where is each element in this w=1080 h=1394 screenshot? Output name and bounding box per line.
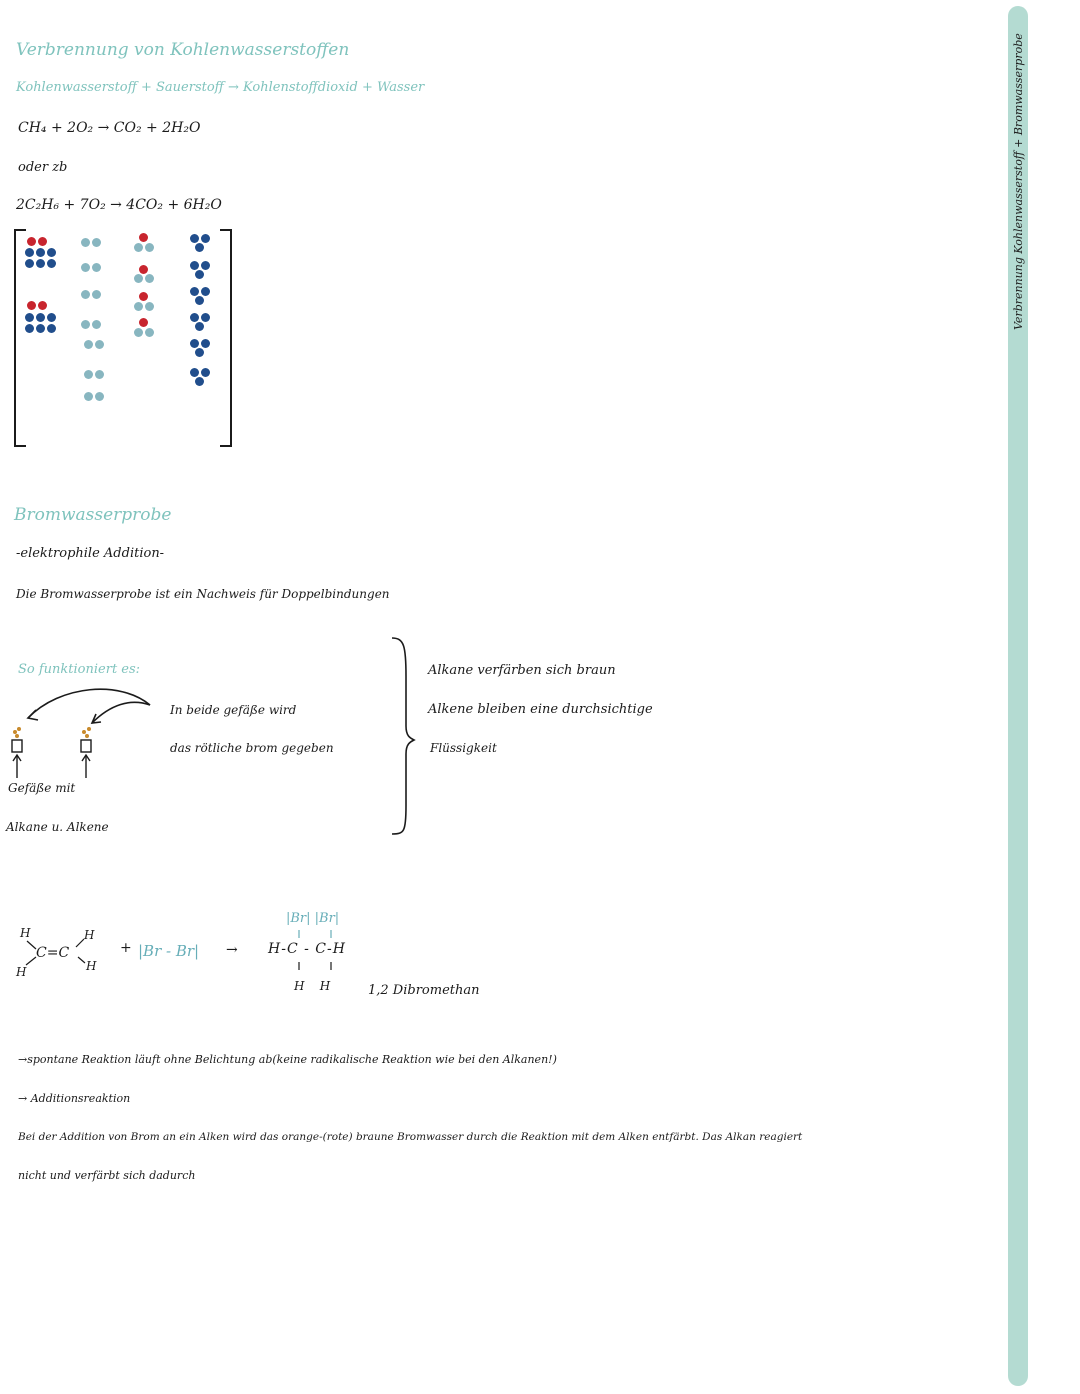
combustion-title: Verbrennung von Kohlenwasserstoffen xyxy=(16,40,350,60)
particle-model-bracket-right xyxy=(220,229,232,447)
sidebar-title: Verbrennung Kohlenwasserstoff + Bromwasserprobe xyxy=(1012,33,1025,330)
product-hydrogens: H H xyxy=(294,979,331,993)
bromine-molecule: |Br - Br| xyxy=(138,942,200,960)
bromine-definition: Die Bromwasserprobe ist ein Nachweis für Doppelbindungen xyxy=(16,587,390,601)
ethene-h-bottom-left: H xyxy=(16,965,27,979)
ethene-bonds xyxy=(14,925,114,985)
how-it-works-label: So funktioniert es: xyxy=(18,662,141,677)
note-spontaneous-reaction: →spontane Reaktion läuft ohne Belichtung ab(keine radikalische Reaktion wie bei den Alkanen!) xyxy=(18,1053,557,1066)
ethene-h-top-left: H xyxy=(20,926,31,940)
vessel-diagram xyxy=(0,660,180,820)
product-bromine-atoms: |Br| |Br| xyxy=(286,911,340,926)
instruction-line-1: In beide gefäße wird xyxy=(170,703,297,717)
result-brace xyxy=(390,636,420,836)
ethene-double-bond: C=C xyxy=(36,945,70,961)
instruction-line-2: das rötliche brom gegeben xyxy=(170,741,334,755)
product-carbon-chain: H-C - C-H xyxy=(268,941,346,957)
result-line-3: Flüssigkeit xyxy=(430,741,497,755)
result-line-1: Alkane verfärben sich braun xyxy=(428,663,616,678)
vessel-label: Gefäße mit xyxy=(8,781,76,795)
ethene-h-bottom-right: H xyxy=(86,959,97,973)
bromine-title: Bromwasserprobe xyxy=(14,505,172,525)
bromine-subtitle: -elektrophile Addition- xyxy=(16,546,165,561)
product-bonds xyxy=(290,926,350,966)
or-label: oder zb xyxy=(18,160,68,175)
note-explanation-line-1: Bei der Addition von Brom an ein Alken wird das orange-(rote) braune Bromwasser durch die Reaktion mit dem Alken entfärbt. Das Alkan reagiert xyxy=(18,1131,803,1143)
ethene-h-top-right: H xyxy=(84,928,95,942)
word-equation: Kohlenwasserstoff + Sauerstoff → Kohlenstoffdioxid + Wasser xyxy=(16,80,425,95)
note-addition-reaction: → Additionsreaktion xyxy=(18,1092,131,1105)
product-name: 1,2 Dibromethan xyxy=(368,983,480,998)
equation-methane: CH₄ + 2O₂ → CO₂ + 2H₂O xyxy=(18,120,201,136)
reaction-arrow: → xyxy=(226,942,238,958)
equation-ethane: 2C₂H₆ + 7O₂ → 4CO₂ + 6H₂O xyxy=(16,197,222,213)
result-line-2: Alkene bleiben eine durchsichtige xyxy=(428,702,653,717)
vessel-sublabel: Alkane u. Alkene xyxy=(6,820,109,834)
note-explanation-line-2: nicht und verfärbt sich dadurch xyxy=(18,1169,196,1182)
reaction-plus: + xyxy=(120,940,132,956)
